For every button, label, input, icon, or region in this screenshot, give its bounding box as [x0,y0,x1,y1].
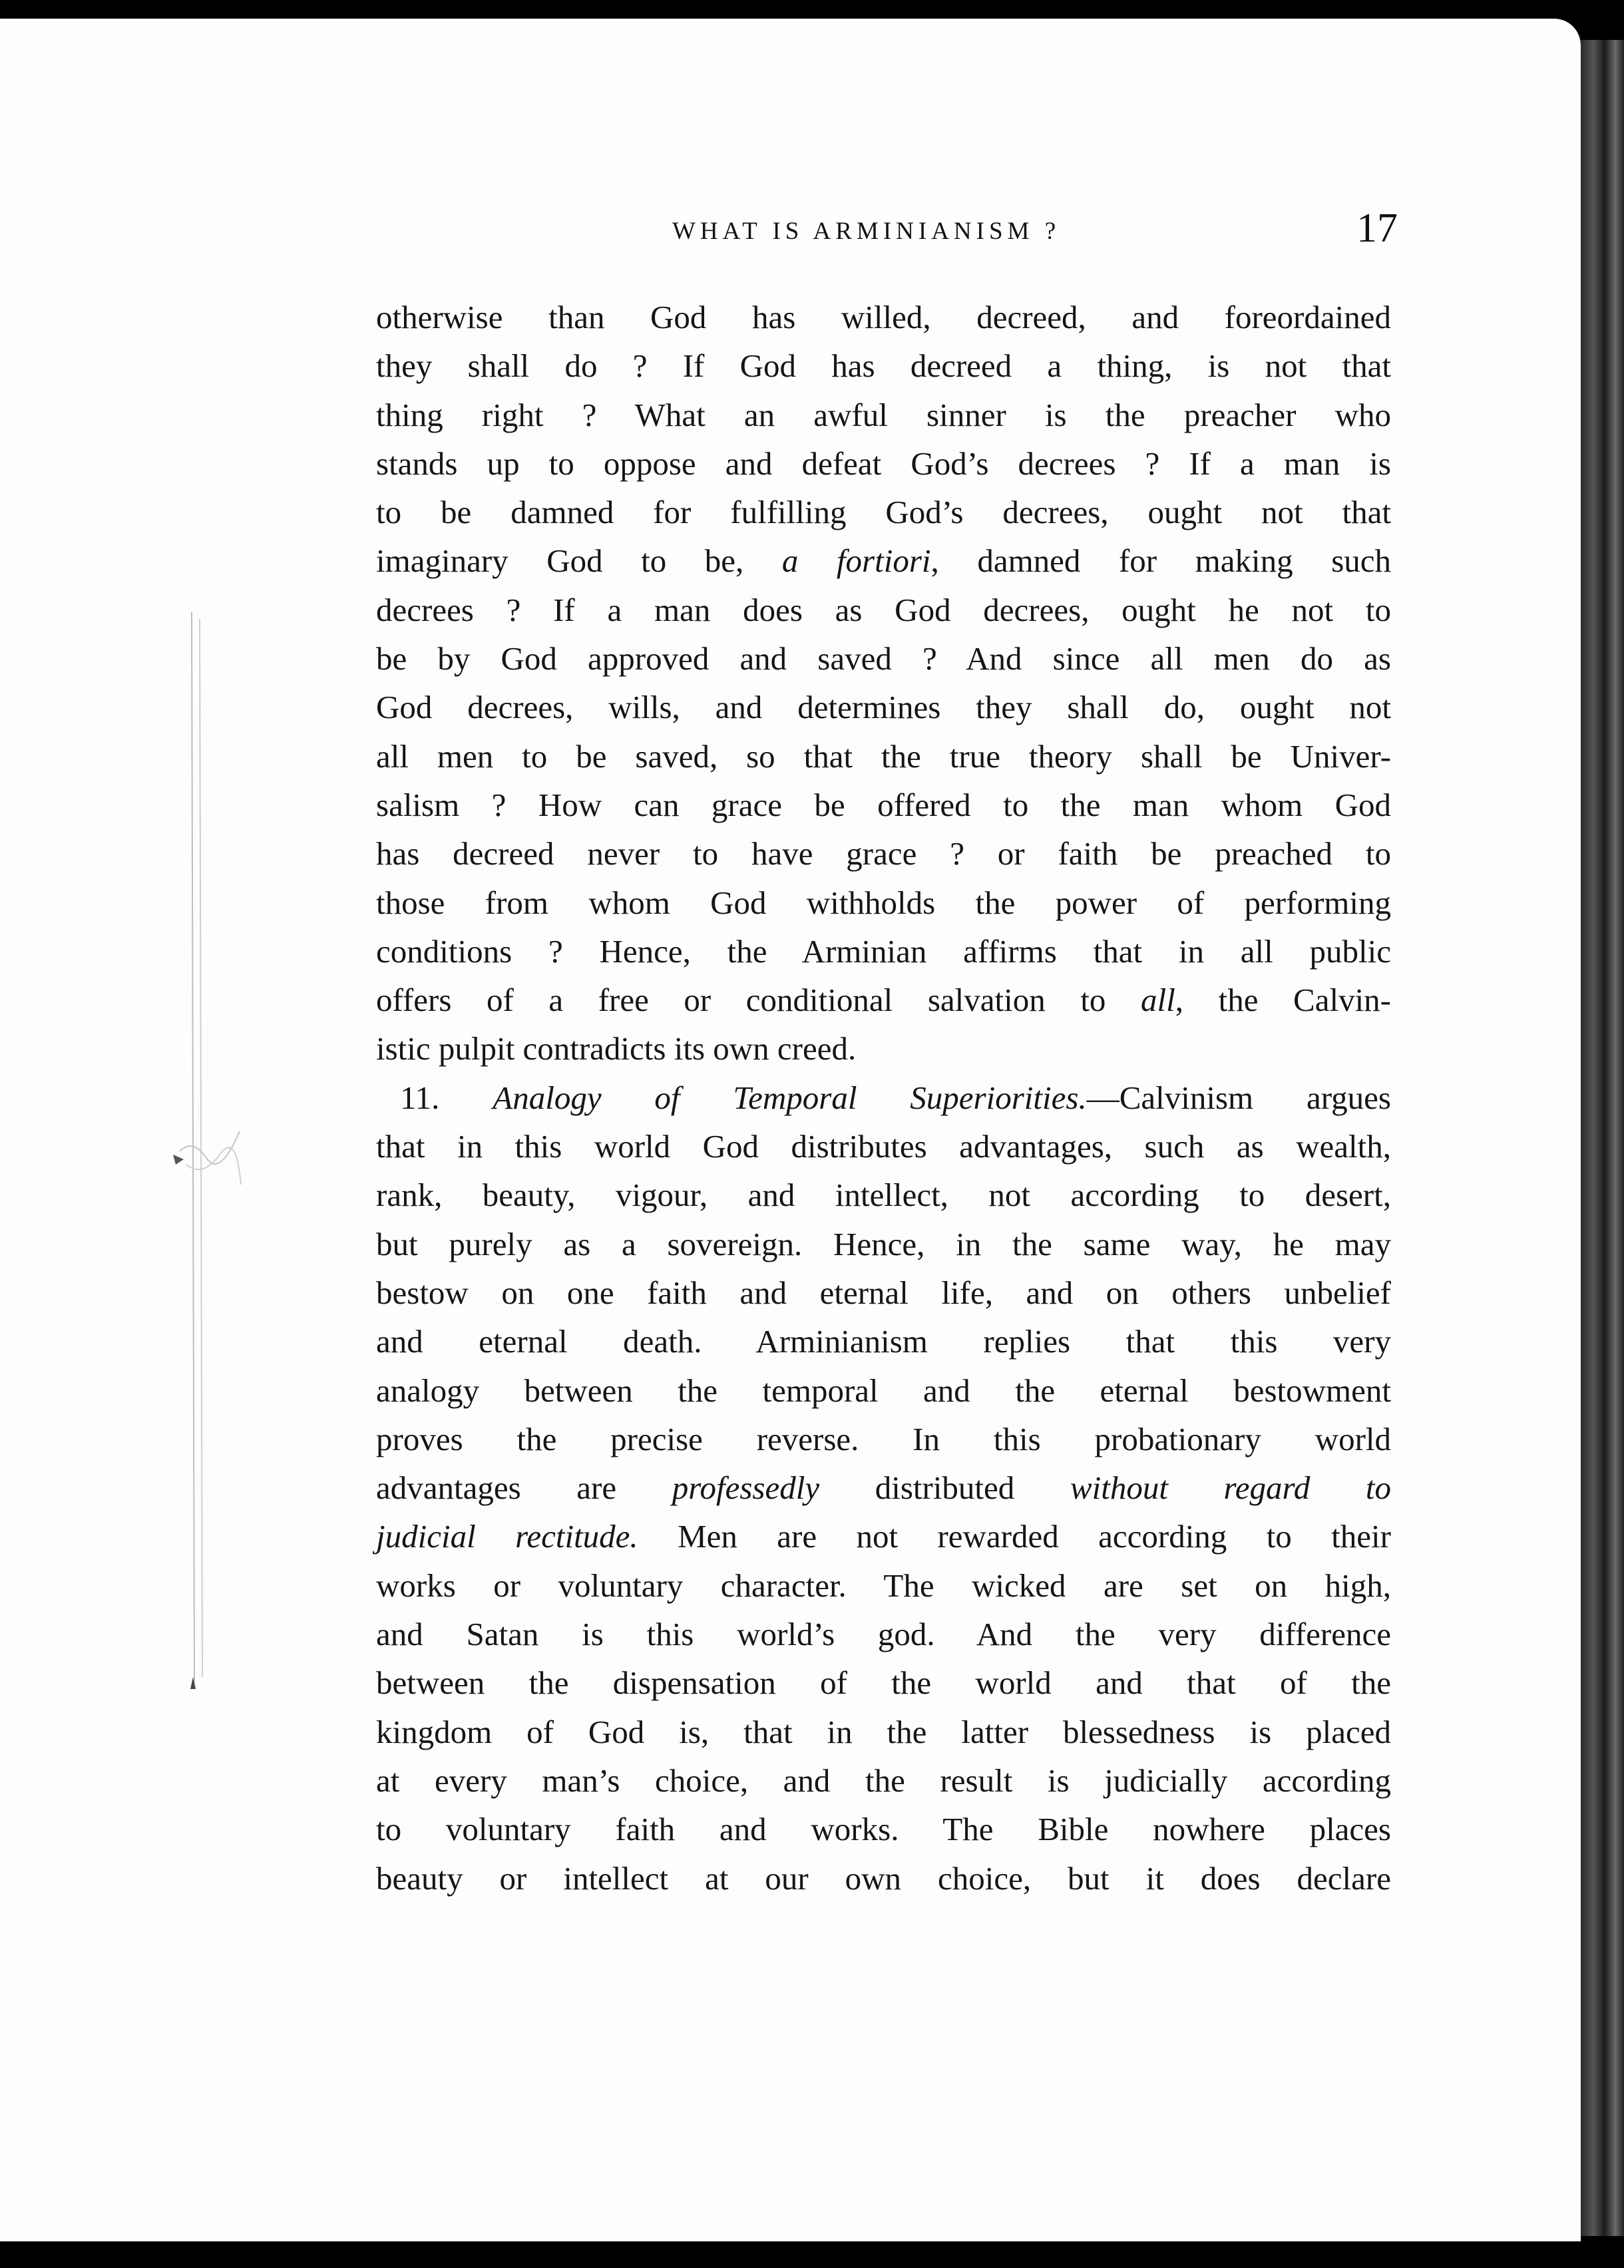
thread-knot [186,1147,241,1185]
text-segment: but purely as a sovereign. Hence, in the same way, he may [376,1225,1391,1262]
text-line [376,1073,1391,1122]
text-segment: bestow on one faith and eternal life, and on others unbelief [376,1274,1391,1311]
text-segment: God decrees, wills, and determines they shall do, ought not [376,689,1391,726]
text-line [376,1122,1391,1171]
text-segment: has decreed never to have grace ? or faith be preached to [376,835,1391,872]
text-line [376,536,1391,585]
text-line [376,781,1391,829]
running-head: WHAT IS ARMINIANISM ? [672,218,1061,245]
text-line [376,829,1391,878]
text-line [376,683,1391,731]
text-segment: rank, beauty, vigour, and intellect, not according to desert, [376,1177,1391,1214]
text-line [376,1708,1391,1756]
text-line [376,439,1391,488]
text-line [376,1512,1391,1561]
text-segment: distributed [819,1469,1070,1507]
text-segment: all men to be saved, so that the true theory shall be Univer- [376,737,1391,775]
italic-text-segment: Analogy of Temporal Superiorities. [493,1079,1087,1116]
text-segment: salism ? How can grace be offered to the man whom God [376,786,1391,823]
italic-text-segment: professedly [672,1469,820,1507]
text-segment: works or voluntary character. The wicked are set on high, [376,1567,1391,1604]
text-segment: that in this world God distributes advantages, such as wealth, [376,1128,1391,1165]
text-line [376,1268,1391,1317]
text-line [376,1366,1391,1415]
thread-end [173,1155,184,1165]
text-segment: advantages are [376,1469,672,1507]
thread-line [200,619,202,1677]
text-segment: decrees ? If a man does as God decrees, ought he not to [376,591,1391,628]
text-line [376,1854,1391,1903]
text-segment: and eternal death. Arminianism replies that this very [376,1323,1391,1360]
text-segment: beauty or intellect at our own choice, but it does declare [376,1859,1391,1897]
text-segment: offers of a free or conditional salvation to [376,982,1141,1019]
thread-line [192,612,194,1684]
text-line [376,976,1391,1024]
text-line [376,1561,1391,1610]
text-segment: 11. [400,1079,493,1116]
italic-text-segment: without regard to [1070,1469,1392,1507]
text-segment: analogy between the temporal and the eternal bestowment [376,1372,1391,1409]
text-line [376,927,1391,976]
text-line [376,1658,1391,1707]
text-segment: stands up to oppose and defeat God’s decrees ? If a man is [376,445,1391,482]
italic-text-segment: a fortiori [781,542,931,580]
text-segment: they shall do ? If God has decreed a thing, is not that [376,347,1391,385]
text-segment: conditions ? Hence, the Arminian affirms that in all public [376,932,1391,970]
text-line [376,1220,1391,1268]
text-segment: Men are not rewarded according to their [638,1518,1391,1555]
text-segment: imaginary God to be, [376,542,782,580]
text-segment: thing right ? What an awful sinner is the preacher who [376,396,1391,433]
text-line [376,1415,1391,1463]
text-line [376,1317,1391,1366]
text-segment: to be damned for fulfilling God’s decrees, ought not that [376,494,1391,531]
text-segment: proves the precise reverse. In this probationary world [376,1420,1391,1457]
italic-text-segment: all [1141,982,1175,1019]
text-line [376,488,1391,536]
text-segment: those from whom God withholds the power of performing [376,884,1391,921]
italic-text-segment: judicial rectitude. [376,1518,638,1555]
text-segment: istic pulpit contradicts its own creed. [376,1030,857,1067]
text-segment: otherwise than God has willed, decreed, and foreordained [376,299,1391,335]
text-segment: to voluntary faith and works. The Bible nowhere places [376,1811,1391,1848]
binding-thread-graphic [166,612,246,1690]
text-line [376,293,1391,341]
text-line [376,341,1391,390]
text-segment: , damned for making such [930,542,1392,580]
text-line [376,1756,1391,1805]
text-segment: kingdom of God is, that in the latter blessedness is placed [376,1713,1391,1750]
page-number: 17 [1356,206,1398,251]
text-line [376,1610,1391,1658]
text-line [376,1463,1391,1512]
text-line [376,878,1391,927]
text-segment: between the dispensation of the world and that of the [376,1664,1391,1702]
text-segment: and Satan is this world’s god. And the very difference [376,1616,1391,1653]
text-line [376,391,1391,439]
text-segment: at every man’s choice, and the result is judicially according [376,1762,1391,1799]
text-segment: —Calvinism argues [1086,1079,1391,1116]
text-segment: be by God approved and saved ? And since all men do as [376,640,1391,677]
text-line [376,1805,1391,1853]
text-line [376,1024,1391,1073]
text-line [376,732,1391,781]
text-line [376,634,1391,683]
text-line [376,586,1391,634]
body-text [376,293,1391,1977]
text-segment: , the Calvin- [1175,982,1391,1019]
page-edge-binding [1581,40,1624,2236]
text-line [376,1171,1391,1219]
